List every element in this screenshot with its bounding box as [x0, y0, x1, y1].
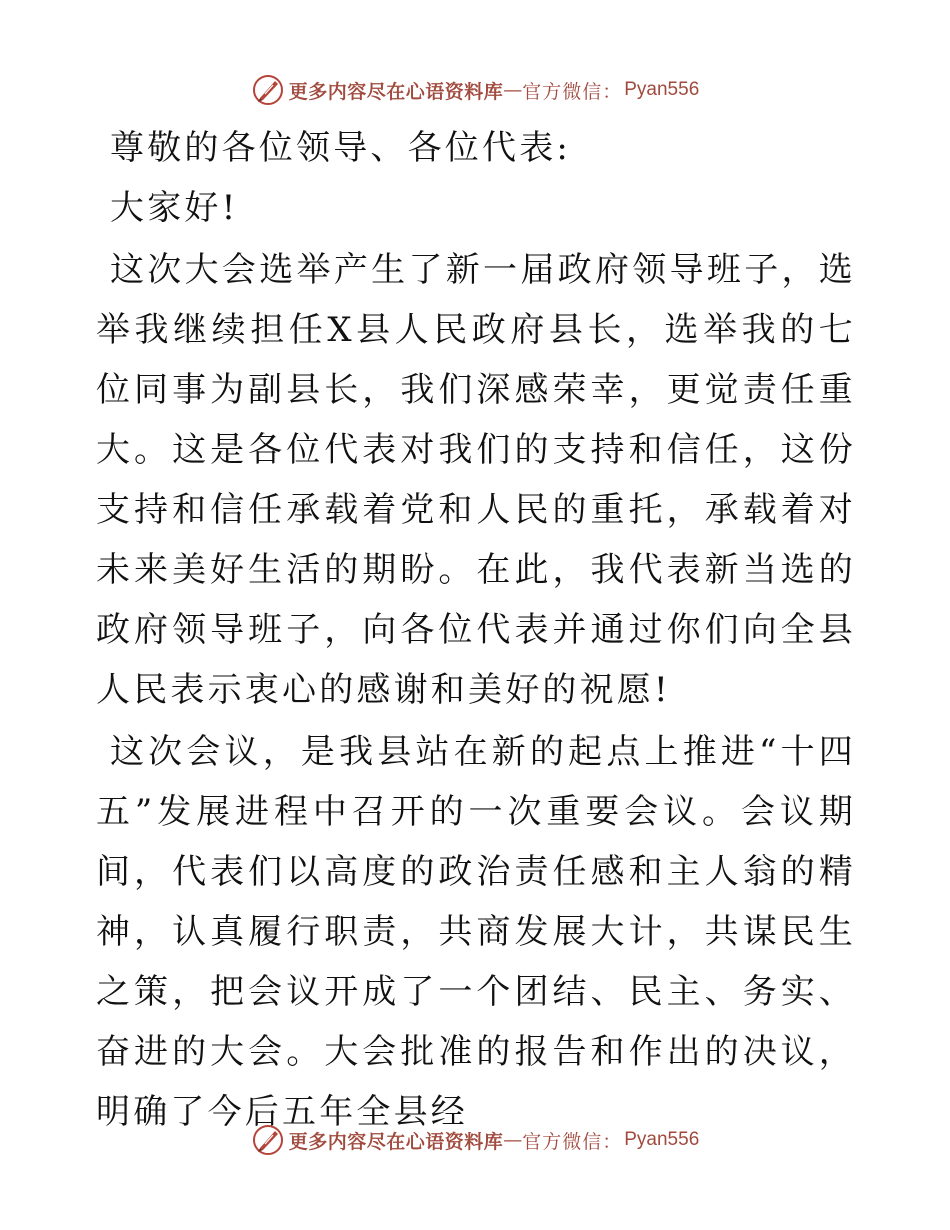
document-body [96, 118, 856, 1144]
quill-pen-logo-icon [251, 1123, 285, 1157]
banner-official-label: 官方微信： [522, 80, 623, 103]
banner-promo-text: 更多内容尽在心语资料库 [288, 1130, 504, 1153]
banner-wechat-id: Pyan556 [624, 79, 700, 100]
banner-separator: — [503, 1129, 523, 1151]
quill-pen-logo-icon [251, 73, 285, 107]
salutation: 尊敬的各位领导、各位代表: [110, 128, 572, 168]
paragraph-1: 这次大会选举产生了新一届政府领导班子，选举我继续担任X县人民政府县长，选举我的七位同事为副县长，我们深感荣幸，更觉责任重大。这是各位代表对我们的支持和信任，这份支持和信任承载着党和人民的重托，承载着对未来美好生活的期盼。在此，我代表新当选的政府领导班子，向各位代表并通过你们向全县人民表示衷心的感谢和美好的祝愿! [96, 250, 856, 710]
header-watermark-banner [0, 70, 950, 110]
footer-watermark-banner [0, 1120, 950, 1160]
paragraph-2: 这次会议，是我县站在新的起点上推进“十四五”发展进程中召开的一次重要会议。会议期间，代表们以高度的政治责任感和主人翁的精神，认真履行职责，共商发展大计，共谋民生之策，把会议开成了一个团结、民主、务实、奋进的大会。大会批准的报告和作出的决议，明确了今后五年全县经 [96, 732, 856, 1132]
greeting: 大家好! [110, 188, 239, 228]
banner-wechat-id: Pyan556 [624, 1129, 700, 1150]
banner-official-label: 官方微信： [522, 1130, 623, 1153]
banner-separator: — [503, 79, 523, 101]
banner-promo-text: 更多内容尽在心语资料库 [288, 80, 504, 103]
